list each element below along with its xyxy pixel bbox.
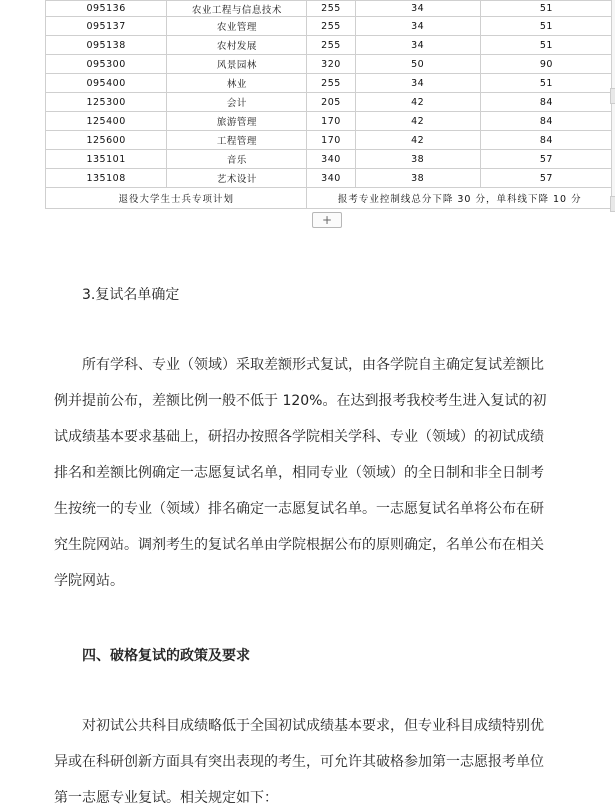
table-cell-name: 农业管理 [167,17,307,36]
row-resize-handle[interactable] [610,88,615,104]
section4-line: 第一志愿专业复试。相关规定如下： [54,790,278,806]
table-cell-total: 255 [307,17,355,36]
section4-line: 对初试公共科目成绩略低于全国初试成绩基本要求，但专业科目成绩特别优 [82,718,544,734]
table-cell-single-b: 84 [480,131,612,150]
table-cell-single-a: 42 [355,112,480,131]
table-footer-row [46,188,613,209]
table-row [46,150,613,169]
table-cell-name: 农村发展 [167,36,307,55]
table-cell-code: 095137 [46,17,167,36]
table-cell-single-b: 51 [480,17,612,36]
table-cell-single-a: 34 [355,17,480,36]
section3-line: 试成绩基本要求基础上，研招办按照各学院相关学科、专业（领域）的初试成绩 [54,429,544,445]
table-row [46,17,613,36]
table-cell-code: 125300 [46,93,167,112]
table-row [46,36,613,55]
table-cell-single-b: 51 [480,36,612,55]
table-cell-total: 340 [307,150,355,169]
table-cell-total: 255 [307,1,355,17]
section3-line: 生按统一的专业（领域）排名确定一志愿复试名单。一志愿复试名单将公布在研 [54,501,544,517]
table-cell-total: 255 [307,74,355,93]
table-cell-name: 农业工程与信息技术 [167,1,307,17]
table-cell-code: 135108 [46,169,167,188]
table-cell-code: 125600 [46,131,167,150]
add-row-button[interactable] [312,212,342,228]
section3-line: 学院网站。 [54,573,124,589]
section3-line: 所有学科、专业（领域）采取差额形式复试，由各学院自主确定复试差额比 [82,357,544,373]
table-row [46,112,613,131]
section4-title: 四、破格复试的政策及要求 [82,648,250,664]
score-line-table [45,0,613,209]
table-cell-code: 095300 [46,55,167,74]
table-row [46,93,613,112]
table-cell-single-a: 50 [355,55,480,74]
table-row [46,1,613,17]
table-cell-name: 林业 [167,74,307,93]
table-cell-total: 170 [307,112,355,131]
table-edge [611,0,615,208]
table-row [46,74,613,93]
table-cell-total: 320 [307,55,355,74]
table-cell-single-a: 42 [355,93,480,112]
table-row [46,131,613,150]
table-cell-name: 艺术设计 [167,169,307,188]
table-cell-name: 会计 [167,93,307,112]
table-body [46,1,613,209]
table-row [46,169,613,188]
table-cell-single-a: 38 [355,150,480,169]
table-cell-code: 095138 [46,36,167,55]
table-cell-single-b: 90 [480,55,612,74]
section3-line: 究生院网站。调剂考生的复试名单由学院根据公布的原则确定，名单公布在相关 [54,537,544,553]
section3-title: 3.复试名单确定 [82,287,180,303]
table-cell-single-a: 34 [355,74,480,93]
table-cell-single-a: 42 [355,131,480,150]
table-cell-code: 125400 [46,112,167,131]
table-cell-single-a: 34 [355,1,480,17]
section3-line: 例并提前公布，差额比例一般不低于 120%。在达到报考我校考生进入复试的初 [54,393,547,409]
table-cell-single-b: 84 [480,93,612,112]
table-row [46,55,613,74]
table-cell-single-a: 34 [355,36,480,55]
table-cell-code: 095400 [46,74,167,93]
footer-program-cell: 退役大学生士兵专项计划 [46,188,307,209]
table-cell-single-b: 51 [480,74,612,93]
table-cell-name: 风景园林 [167,55,307,74]
table-cell-name: 旅游管理 [167,112,307,131]
table-cell-single-b: 51 [480,1,612,17]
table-cell-code: 095136 [46,1,167,17]
section3-line: 排名和差额比例确定一志愿复试名单，相同专业（领域）的全日制和非全日制考 [54,465,544,481]
table-cell-single-a: 38 [355,169,480,188]
table-cell-code: 135101 [46,150,167,169]
plus-icon: + [321,213,333,227]
table-cell-total: 205 [307,93,355,112]
table-cell-name: 音乐 [167,150,307,169]
row-resize-handle[interactable] [610,196,615,212]
table-cell-total: 340 [307,169,355,188]
table-cell-single-b: 57 [480,169,612,188]
footer-rule-cell: 报考专业控制线总分下降 30 分，单科线下降 10 分 [307,188,613,209]
section4-line: 异或在科研创新方面具有突出表现的考生，可允许其破格参加第一志愿报考单位 [54,754,544,770]
table-cell-total: 170 [307,131,355,150]
table-cell-single-b: 57 [480,150,612,169]
table-cell-name: 工程管理 [167,131,307,150]
table-cell-single-b: 84 [480,112,612,131]
table-cell-total: 255 [307,36,355,55]
